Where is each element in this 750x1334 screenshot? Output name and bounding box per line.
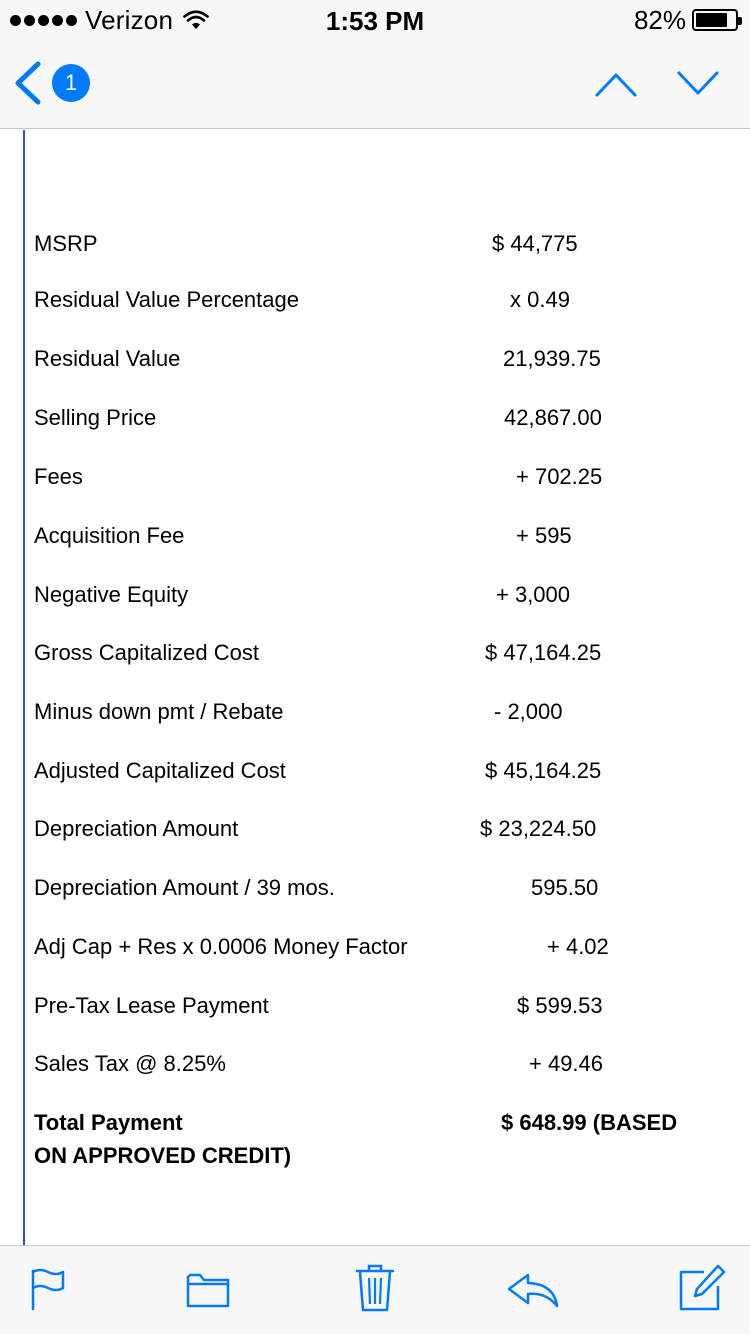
total-payment-label: Total Payment <box>34 1110 183 1135</box>
message-body <box>0 130 750 1245</box>
quote-row-label: MSRP <box>34 231 98 256</box>
carrier-name: Verizon <box>85 4 174 35</box>
chevron-up-icon[interactable] <box>594 70 638 98</box>
quote-row-value: 595.50 <box>531 875 599 900</box>
quote-row-label: Fees <box>34 464 83 489</box>
flag-button[interactable] <box>30 1268 66 1312</box>
total-payment-value: $ 648.99 (BASED <box>501 1110 678 1135</box>
quote-row-value: $ 23,224.50 <box>480 816 597 841</box>
quote-row-value: $ 599.53 <box>517 993 603 1018</box>
back-chevron-icon <box>12 60 44 106</box>
total-payment-continuation: ON APPROVED CREDIT) <box>34 1143 292 1168</box>
quote-bar <box>23 130 25 1245</box>
quote-row-label: Residual Value Percentage <box>34 287 299 312</box>
quote-row-value: x 0.49 <box>510 287 570 312</box>
reply-button[interactable] <box>506 1272 560 1308</box>
quote-row-label: Depreciation Amount <box>34 816 239 841</box>
quote-row-label: Adj Cap + Res x 0.0006 Money Factor <box>34 934 408 959</box>
flag-icon <box>30 1268 66 1312</box>
quote-row-value: + 595 <box>516 523 572 548</box>
quote-row-label: Adjusted Capitalized Cost <box>34 758 286 783</box>
quote-row-label: Negative Equity <box>34 582 189 607</box>
status-bar <box>0 0 750 40</box>
bottom-toolbar <box>0 1245 750 1334</box>
nav-bar <box>0 40 750 129</box>
unread-count-badge: 1 <box>52 64 90 102</box>
battery-icon <box>692 9 738 31</box>
quote-row-value: + 49.46 <box>529 1051 604 1076</box>
quote-row-label: Pre-Tax Lease Payment <box>34 993 269 1018</box>
quote-row-value: - 2,000 <box>494 699 563 724</box>
quote-row-value: 42,867.00 <box>504 405 602 430</box>
move-to-folder-button[interactable] <box>186 1271 230 1309</box>
compose-icon <box>678 1264 726 1312</box>
trash-button[interactable] <box>355 1264 395 1314</box>
back-button[interactable] <box>12 60 90 106</box>
chevron-down-icon[interactable] <box>676 70 720 98</box>
quote-row-label: Sales Tax @ 8.25% <box>34 1051 226 1076</box>
quote-row-value: 21,939.75 <box>503 346 601 371</box>
quote-row-value: $ 44,775 <box>492 231 578 256</box>
quote-row-value: + 3,000 <box>496 582 571 607</box>
clock: 1:53 PM <box>325 6 425 36</box>
quote-row-label: Minus down pmt / Rebate <box>34 699 284 724</box>
quote-row-value: + 4.02 <box>547 934 609 959</box>
reply-icon <box>506 1272 560 1308</box>
battery-percent: 82% <box>633 4 686 35</box>
quote-row-label: Residual Value <box>34 346 181 371</box>
folder-icon <box>186 1271 230 1309</box>
quote-row-label: Gross Capitalized Cost <box>34 640 259 665</box>
quote-row-value: $ 45,164.25 <box>485 758 602 783</box>
quote-row-label: Acquisition Fee <box>34 523 185 548</box>
compose-button[interactable] <box>678 1264 726 1312</box>
trash-icon <box>355 1264 395 1314</box>
quote-row-value: + 702.25 <box>516 464 603 489</box>
battery-fill <box>696 13 727 27</box>
status-right <box>634 6 738 34</box>
quote-row-value: $ 47,164.25 <box>485 640 602 665</box>
quote-row-label: Selling Price <box>34 405 157 430</box>
quote-row-label: Depreciation Amount / 39 mos. <box>34 875 335 900</box>
